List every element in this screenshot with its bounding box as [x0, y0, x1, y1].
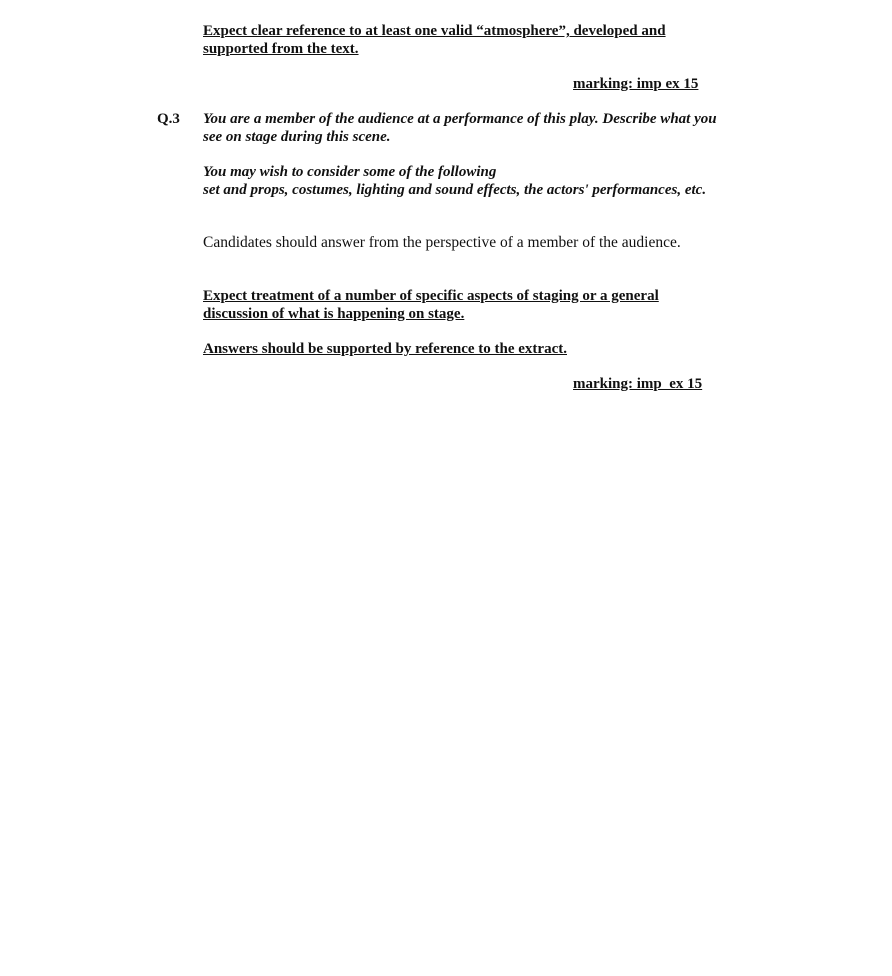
marking-label-top: marking: imp ex 15 [573, 76, 699, 92]
expect-staging-line-2: discussion of what is happening on stage. [203, 306, 465, 322]
question-prompt-line-1: You are a member of the audience at a performance of this play. Describe what you [203, 111, 717, 127]
consider-line-1: You may wish to consider some of the following [203, 164, 497, 180]
expect-atmosphere-line-1: Expect clear reference to at least one valid “atmosphere”, developed and [203, 23, 666, 39]
candidate-guidance: Candidates should answer from the perspective of a member of the audience. [203, 234, 681, 251]
consider-line-2: set and props, costumes, lighting and sound effects, the actors' performances, etc. [203, 182, 707, 198]
marking-label-q3: marking: imp ex 15 [573, 376, 703, 392]
expect-staging-line-1: Expect treatment of a number of specific aspects of staging or a general [203, 288, 659, 304]
expect-atmosphere-note [203, 22, 666, 58]
expect-staging-note [203, 287, 659, 323]
consider-list [203, 163, 706, 199]
question-prompt-line-2: see on stage during this scene. [203, 129, 391, 145]
answers-support-note: Answers should be supported by reference to the extract. [203, 341, 567, 357]
question-number: Q.3 [157, 111, 180, 127]
question-prompt [203, 110, 717, 146]
expect-atmosphere-line-2: supported from the text. [203, 41, 359, 57]
